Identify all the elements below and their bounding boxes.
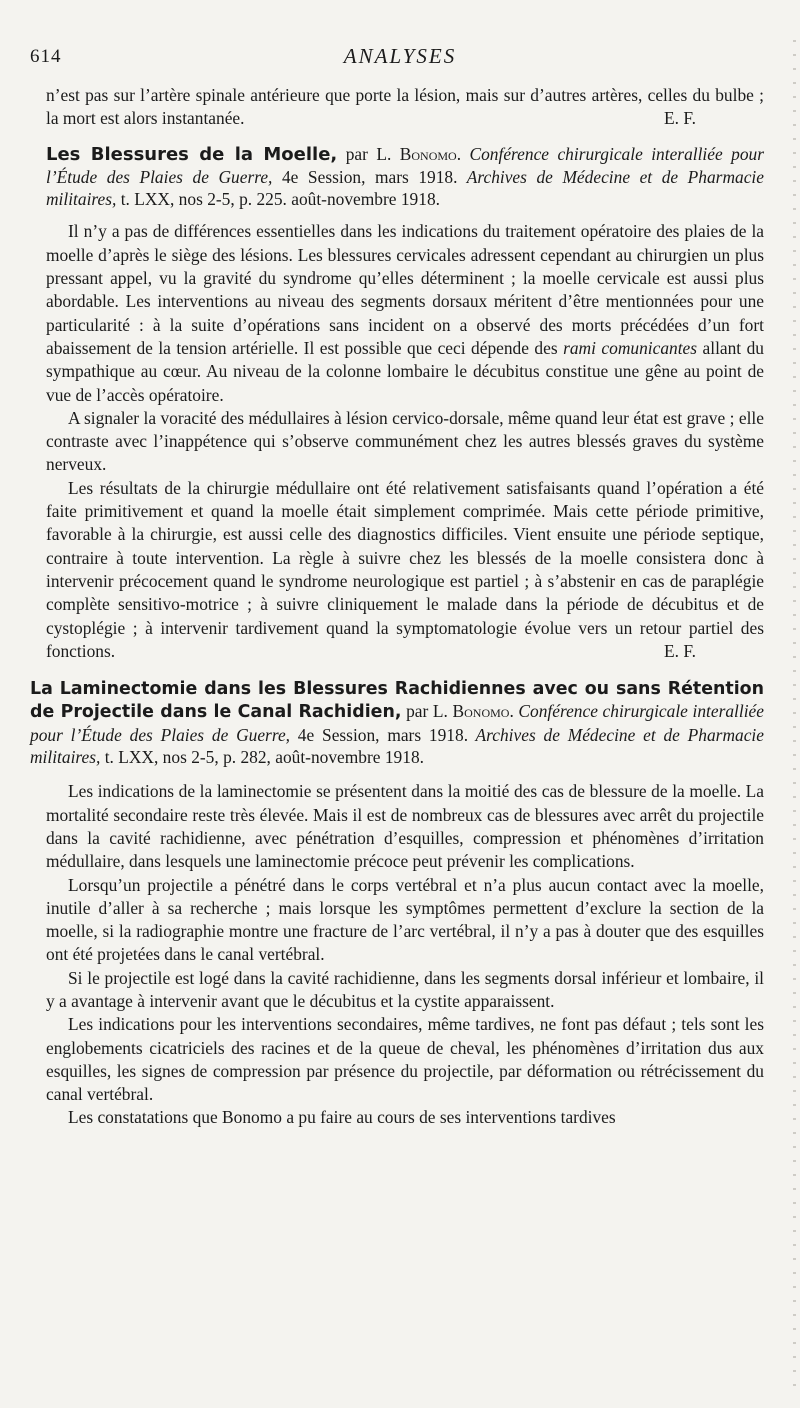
- venue: Conférence chirurgicale interalliée pour l’Étude des Plaies de Guerre,: [46, 143, 764, 187]
- author: L. Bonomo.: [376, 143, 462, 164]
- entry-title: Les Blessures de la Moelle,: [46, 143, 338, 165]
- previous-entry-tail: n’est pas sur l’artère spinale antérieure que porte la lésion, mais sur d’autres artères, celles du bulbe ; la mort est alors instantanée. E. F.: [46, 84, 764, 131]
- paragraph: Si le projectile est logé dans la cavité rachidienne, dans les segments dorsal inférieur et lombaire, il y a avantage à intervenir avant que le décubitus et la cystite apparaissent.: [46, 967, 764, 1011]
- paragraph: Les indications de la laminectomie se présentent dans la moitié des cas de blessure de la moelle. La mortalité secondaire reste très élevée. Mais il est de nombreux cas de blessures avec arrêt du projectile dans la cavité rachidienne, avec pénétration d’esquilles, compression et phénomènes d’irritation médullaire, dans lesquels une laminectomie précoce peut prévenir les complications.: [46, 781, 764, 872]
- journal: Archives de Médecine et de Pharmacie militaires,: [30, 724, 764, 768]
- page-header: [30, 40, 770, 70]
- entry-heading-laminectomie: La Laminectomie dans les Blessures Rachidiennes avec ou sans Rétention de Projectile dans le Canal Rachidien, par L. Bonomo. Conférence chirurgicale interalliée pour l’Étude des Plaies de Guerre, 4e Session, mars 1918. Archives de Médecine et de Pharmacie militaires, t. LXX, nos 2-5, p. 282, août-novembre 1918.: [30, 679, 764, 768]
- session: 4e Session, mars 1918.: [290, 724, 469, 745]
- entry-heading-blessures: Les Blessures de la Moelle, par L. Bonomo. Conférence chirurgicale interalliée pour l’Étude des Plaies de Guerre, 4e Session, mars 1918. Archives de Médecine et de Pharmacie militaires, t. LXX, nos 2-5, p. 225. août-novembre 1918.: [46, 143, 764, 210]
- entry-title: La Laminectomie dans les Blessures Rachidiennes avec ou sans Rétention de Projectile dans le Canal Rachidien,: [30, 679, 764, 723]
- paragraph: Les résultats de la chirurgie médullaire ont été relativement satisfaisants quand l’opération a été faite primitivement et quand la moelle était simplement comprimée. Mais cette période primitive, favorable à la chirurgie, est aussi celle des diagnostics difficiles. Vient ensuite une période septique, contraire à toute intervention. La règle à suivre chez les blessés de la moelle consistera donc à intervenir précocement quand le syndrome neurologique est partiel ; à s’abstenir en cas de paraplégie complète sensitivo-motrice ; à suivre cliniquement le malade dans la période de décubitus et de cystoplégie ; à intervenir tardivement quand la symptomatologie évolue vers un retour partiel des fonctions. E. F.: [46, 477, 764, 663]
- running-title: ANALYSES: [343, 44, 457, 68]
- paragraph: Les indications pour les interventions secondaires, même tardives, ne font pas défaut ; tels sont les englobements cicatriciels des racines et de la queue de cheval, les phénomènes d’irritation dus aux esquilles, les signes de compression par présence du projectile, par déformation ou rétrécissement du canal vertébral.: [46, 1014, 764, 1105]
- page-number: 614: [30, 46, 62, 67]
- author: L. Bonomo.: [432, 701, 514, 722]
- signature: E. F.: [664, 108, 696, 129]
- session: 4e Session, mars 1918.: [272, 166, 458, 187]
- paragraph: A signaler la voracité des médullaires à lésion cervico-dorsale, même quand leur état est grave ; elle contraste avec l’inappétence qui s’observe communément chez les autres blessés graves du système nerveux.: [46, 407, 764, 475]
- page-edge-decoration: [793, 40, 796, 1390]
- paragraph: Les constatations que Bonomo a pu faire au cours de ses interventions tardives: [68, 1107, 616, 1128]
- journal: Archives de Médecine et de Pharmacie militaires,: [46, 166, 764, 210]
- page-content: [30, 84, 764, 1130]
- paragraph: Il n’y a pas de différences essentielles dans les indications du traitement opératoire des plaies de la moelle d’après le siège des lésions. Les blessures cervicales adressent cependant au chirurgien un plus pressant appel, vu la gravité du syndrome qu’elles déterminent ; la moelle cervicale est aussi plus abordable. Les interventions au niveau des segments dorsaux méritent d’être mentionnées pour une particularité : à la suite d’opérations sans incident on a observé des morts précédées d’un fort abaissement de la tension artérielle. Il est possible que ceci dépende des rami comunicantes allant du sympathique au cœur. Au niveau de la colonne lombaire le décubitus constitue une gêne au point de vue de l’accès opératoire.: [46, 221, 764, 405]
- reference: t. LXX, nos 2-5, p. 225. août-novembre 1918.: [116, 189, 440, 210]
- venue: Conférence chirurgicale interalliée pour l’Étude des Plaies de Guerre,: [30, 701, 764, 745]
- reference: t. LXX, nos 2-5, p. 282, août-novembre 1918.: [100, 747, 424, 768]
- signature: E. F.: [664, 640, 696, 661]
- paragraph: Lorsqu’un projectile a pénétré dans le corps vertébral et n’a plus aucun contact avec la moelle, inutile d’aller à sa recherche ; mais lorsque les symptômes permettent d’exclure la section de la moelle, si la radiographie montre une fracture de l’arc vertébral, il n’y a pas à douter que des esquilles ont été projetées dans le canal vertébral.: [46, 874, 764, 965]
